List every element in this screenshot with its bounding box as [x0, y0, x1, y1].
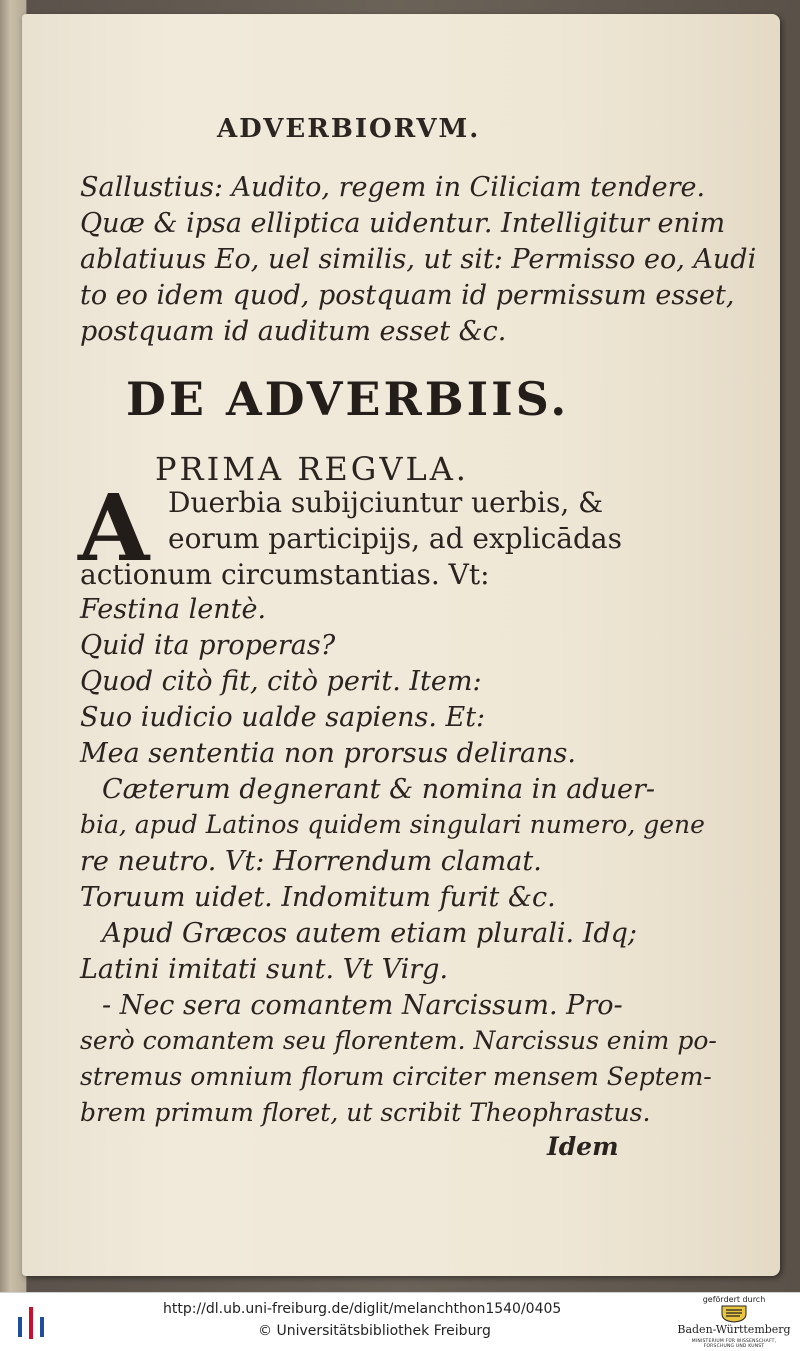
- paragraph-line: re neutro. Vt: Horrendum clamat.: [80, 846, 542, 877]
- rule-line: Duerbia subijciuntur uerbis, &: [168, 486, 604, 519]
- paragraph-line: Cæterum degnerant & nomina in aduer-: [102, 774, 656, 805]
- funder-logo: [676, 1295, 792, 1349]
- copyright-notice: © Universitätsbibliothek Freiburg: [258, 1323, 491, 1339]
- example-line: Quid ita properas?: [80, 630, 336, 661]
- paragraph-line: bia, apud Latinos quidem singulari numero, gene: [80, 810, 705, 839]
- quotation-line: - Nec sera comantem Narcissum. Pro-: [102, 990, 623, 1021]
- intro-line: Quæ & ipsa elliptica uidentur. Intelligitur enim: [80, 208, 726, 239]
- rule-line: eorum participijs, ad explicādas: [168, 522, 622, 555]
- page-text-block: [22, 14, 780, 1276]
- funder-label: gefördert durch: [702, 1295, 766, 1304]
- intro-line: to eo idem quod, postquam id permissum esset,: [80, 280, 735, 311]
- section-title: DE ADVERBIIS.: [126, 372, 570, 426]
- drop-cap: A: [78, 474, 150, 582]
- book-page: [22, 14, 780, 1276]
- intro-line: ablatiuus Eo, uel similis, ut sit: Permisso eo, Audi: [80, 244, 757, 275]
- library-logo-icon: [14, 1303, 50, 1343]
- paragraph-line: serò comantem seu florentem. Narcissus enim po-: [80, 1026, 717, 1055]
- paragraph-line: Toruum uidet. Indomitum furit &c.: [80, 882, 556, 913]
- funder-name: Baden-Württemberg: [677, 1323, 791, 1336]
- running-head: ADVERBIORVM.: [217, 114, 481, 144]
- coat-of-arms-icon: [720, 1304, 748, 1323]
- permalink-url[interactable]: http://dl.ub.uni-freiburg.de/diglit/melanchthon1540/0405: [163, 1301, 562, 1317]
- funder-subtitle: MINISTERIUM FÜR WISSENSCHAFT, FORSCHUNG UND KUNST: [691, 1339, 777, 1349]
- example-line: Festina lentè.: [80, 594, 267, 625]
- paragraph-line: Apud Græcos autem etiam plurali. Idq;: [102, 918, 638, 949]
- example-line: Mea sententia non prorsus delirans.: [80, 738, 576, 769]
- rule-heading: PRIMA REGVLA.: [155, 450, 469, 488]
- intro-line: postquam id auditum esset &c.: [80, 316, 507, 347]
- footer-bar: [0, 1292, 800, 1351]
- intro-line: Sallustius: Audito, regem in Ciliciam tendere.: [80, 172, 706, 203]
- paragraph-line: brem primum floret, ut scribit Theophrastus.: [80, 1098, 651, 1127]
- rule-line: actionum circumstantias. Vt:: [80, 558, 490, 591]
- catchword: Idem: [547, 1132, 619, 1161]
- example-line: Suo iudicio ualde sapiens. Et:: [80, 702, 486, 733]
- paragraph-line: stremus omnium florum circiter mensem Septem-: [80, 1062, 712, 1091]
- paragraph-line: Latini imitati sunt. Vt Virg.: [80, 954, 449, 985]
- example-line: Quod citò fit, citò perit. Item:: [80, 666, 482, 697]
